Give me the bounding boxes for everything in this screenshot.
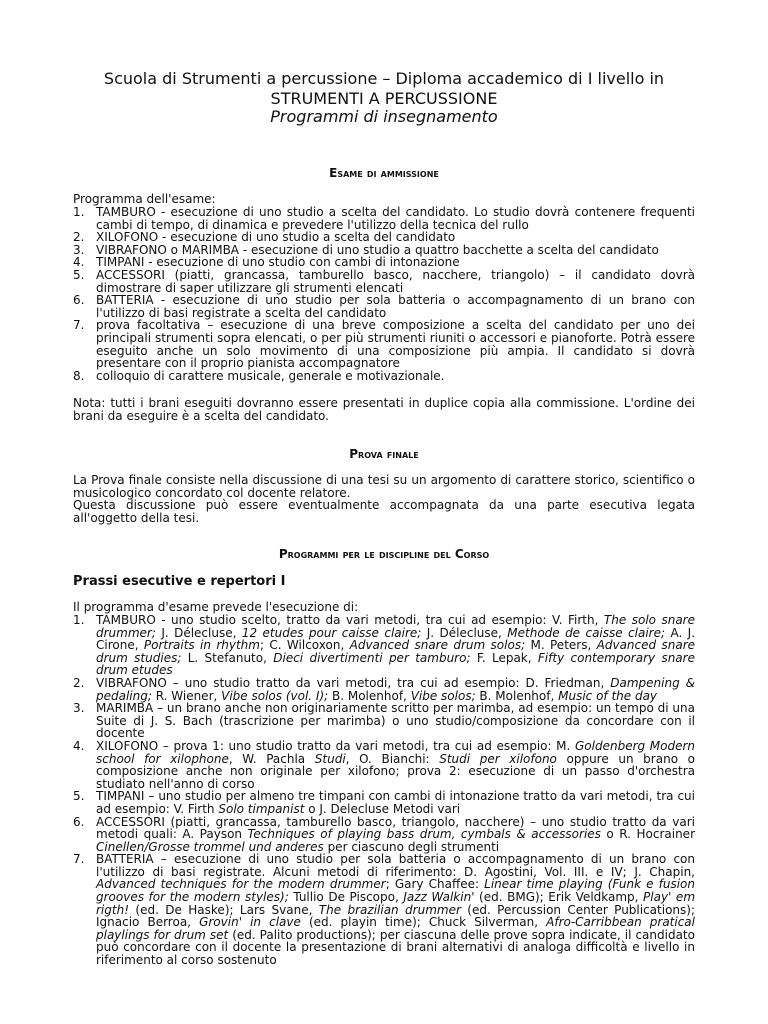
list-item: 5. ACCESSORI (piatti, grancassa, tamburello basco, nacchere, triangolo) – il candidato dovrà dimostrare di saper utilizzare gli strumenti elencati — [73, 267, 695, 295]
final-paragraph-2: Questa discussione può essere eventualmente accompagnata da una parte esecutiva legata all'oggetto della tesi. — [73, 498, 695, 525]
programs-intro: Il programma d'esame prevede l'esecuzione di: — [73, 600, 359, 614]
final-paragraph-1: La Prova finale consiste nella discussione di una tesi su un argomento di carattere storico, scientifico o musicologico concordato col docente relatore. — [73, 473, 695, 500]
list-item: 1. TAMBURO - uno studio scelto, tratto da vari metodi, tra cui ad esempio: V. Firth, The solo snare drummer; J. Délecluse, 12 etudes pour caisse claire; J. Délecluse, Methode de caisse claire; A. J. Cirone, Portraits in rhythm; C. Wilcoxon, Advanced snare drum solos; M. Peters, Advanced snare drum studies; L. Stefanuto, Dieci divertimenti per tamburo; F. Lepak, Fifty contemporary snare drum etudes — [73, 613, 696, 678]
programs-subheading: Prassi esecutive e repertori I — [73, 574, 286, 589]
list-item: 8. colloquio di carattere musicale, generale e motivazionale. — [73, 368, 445, 383]
list-item: 1. TAMBURO - esecuzione di uno studio a scelta del candidato. Lo studio dovrà contenere frequenti cambi di tempo, di dinamica e prevedere l'utilizzo della tecnica del rullo — [73, 205, 695, 232]
list-item: 6. ACCESSORI (piatti, grancassa, tamburello basco, triangolo, nacchere) – uno studio tratto da vari metodi quali: A. Payson Techniques of playing bass drum, cymbals & accessories o R. Hocrainer Cinellen/Grosse trommel und anderes per ciascuno degli strumenti — [73, 814, 695, 854]
list-item: 5. TIMPANI – uno studio per almeno tre timpani con cambi di intonazione tratto da vari metodi, tra cui ad esempio: V. Firth Solo timpanist o J. Delecluse Metodi vari — [73, 789, 695, 816]
list-item: 7. BATTERIA – esecuzione di uno studio per sola batteria o accompagnamento di un brano con l'utilizzo di basi registrate. Alcuni metodi di riferimento: D. Agostini, Vol. III. e IV; J. Chapin, Advanced techniques for the modern drummer; Gary Chaffee: Linear time playing (Funk e fusion grooves for the modern styles); Tullio De Piscopo, Jazz Walkin' (ed. BMG); Erik Veldkamp, Play' em rigth! (ed. De Haske); Lars Svane, The brazilian drummer (ed. Percussion Center Publications); Ignacio Berroa, Grovin' in clave (ed. playin time); Chuck Silverman, Afro-Carribbean pratical playlings for drum set (ed. Palito productions); per ciascuna delle prove sopra indicate, il candidato può concordare con il docente la presentazione di brani alternativi di analoga difficoltà e livello in riferimento al corso sostenuto — [73, 852, 696, 968]
admission-heading: Esame di ammissione — [329, 166, 439, 180]
admission-intro: Programma dell'esame: — [73, 192, 216, 206]
list-item: 4. XILOFONO – prova 1: uno studio tratto da vari metodi, tra cui ad esempio: M. Goldenberg Modern school for xilophone, W. Pachla Studi, O. Bianchi: Studi per xilofono oppure un brano o composizione anche non originale per xilofono; prova 2: esecuzione di un passo d'orchestra studiato nell'anno di corso — [73, 738, 696, 791]
doc-title-line2: STRUMENTI A PERCUSSIONE — [270, 89, 498, 108]
admission-list — [73, 206, 695, 382]
doc-title-line1: Scuola di Strumenti a percussione – Diploma accademico di I livello in — [103, 69, 665, 88]
list-item: 2. VIBRAFONO – uno studio tratto da vari metodi, tra cui ad esempio: D. Friedman, Dampening & pedaling; R. Wiener, Vibe solos (vol. I); B. Molenhof, Vibe solos; B. Molenhof, Music of the day — [73, 675, 695, 703]
admission-note: Nota: tutti i brani eseguiti dovranno essere presentati in duplice copia alla commissione. L'ordine dei brani da eseguire è a scelta del candidato. — [73, 396, 695, 423]
list-item: 3. MARIMBA – un brano anche non originariamente scritto per marimba, ad esempio: un tempo di una Suite di J. S. Bach (trascrizione per marimba) o uno studio/composizione da concordare con il docente — [73, 701, 695, 741]
doc-subtitle: Programmi di insegnamento — [270, 107, 498, 126]
list-item: 2. XILOFONO - esecuzione di uno studio a scelta del candidato — [73, 230, 456, 245]
list-item: 6. BATTERIA - esecuzione di uno studio per sola batteria o accompagnamento di un brano con l'utilizzo di basi registrate a scelta del candidato — [73, 293, 695, 320]
list-item: 3. VIBRAFONO o MARIMBA - esecuzione di uno studio a quattro bacchette a scelta del candidato — [73, 242, 659, 257]
programs-heading: Programmi per le discipline del Corso — [278, 547, 490, 561]
final-heading: Prova finale — [349, 447, 419, 461]
list-item: 4. TIMPANI - esecuzione di uno studio con cambi di intonazione — [73, 255, 460, 270]
programs-list — [73, 614, 695, 967]
list-item: 7. prova facoltativa – esecuzione di una breve composizione a scelta del candidato per uno dei principali strumenti sopra elencati, o per più strumenti riuniti o accessori e pianoforte. Potrà essere eseguito anche un solo movimento di una composizione più ampia. Il candidato si dovrà presentare con il proprio pianista accompagnatore — [73, 318, 695, 371]
